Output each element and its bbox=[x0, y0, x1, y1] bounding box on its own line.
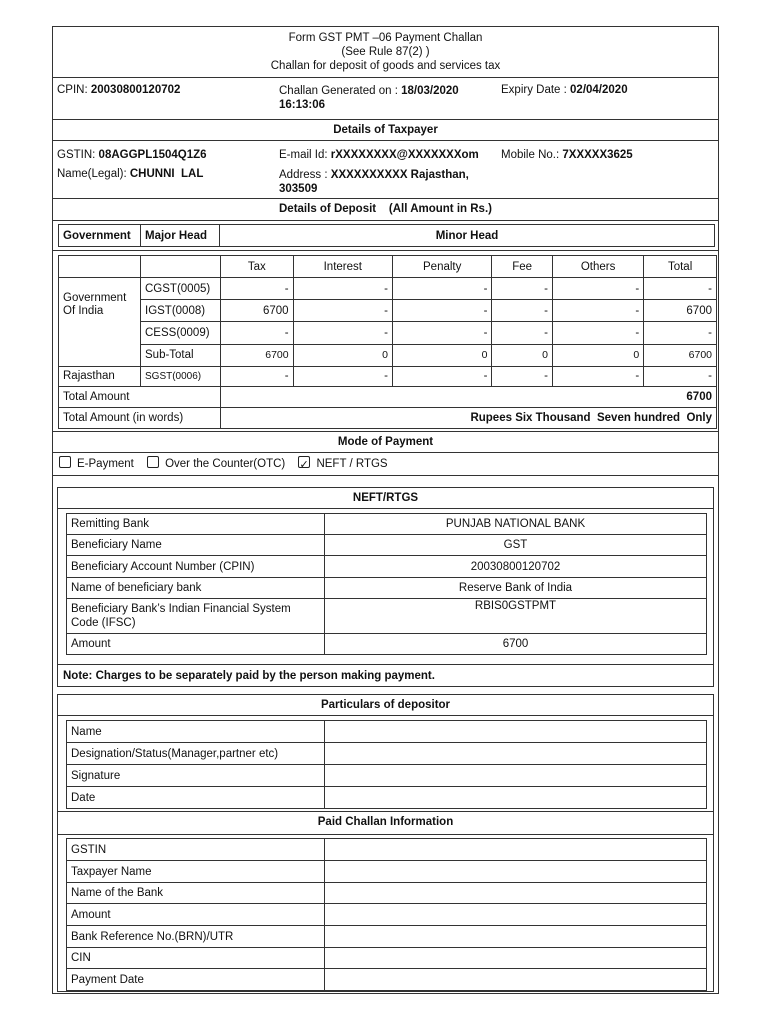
payment-mode-options bbox=[53, 453, 718, 476]
subtotal-row: Sub-Total 6700 0 0 0 0 6700 bbox=[59, 344, 717, 366]
col-minor-head: Minor Head bbox=[220, 225, 715, 247]
form-header bbox=[53, 27, 718, 78]
col-total: Total bbox=[644, 256, 717, 278]
depositor-date-field[interactable] bbox=[325, 787, 707, 809]
paid-info-table bbox=[66, 838, 707, 991]
form-subtitle: Challan for deposit of goods and services tax bbox=[270, 60, 501, 72]
taxpayer-section-title: Details of Taxpayer bbox=[53, 120, 718, 141]
col-penalty: Penalty bbox=[393, 256, 492, 278]
table-row: Bank Reference No.(BRN)/UTR bbox=[67, 926, 707, 948]
deposit-header-row bbox=[59, 256, 717, 278]
neft-table bbox=[66, 513, 707, 655]
deposit-table bbox=[58, 255, 717, 429]
table-row: Beneficiary Bank’s Indian Financial System Code (IFSC) RBIS0GSTPMT bbox=[67, 599, 707, 634]
total-amount-label: Total Amount bbox=[59, 386, 221, 407]
taxpayer-details bbox=[53, 141, 718, 199]
expiry-value: 02/04/2020 bbox=[570, 84, 628, 96]
row-head: Sub-Total bbox=[141, 344, 221, 366]
legal-name: Name(Legal): CHUNNI LAL bbox=[57, 168, 204, 180]
neft-note: Note: Charges to be separately paid by the person making payment. bbox=[58, 664, 713, 688]
option-neft-rtgs[interactable]: ✓ NEFT / RTGS bbox=[298, 458, 387, 470]
state-row: Rajasthan SGST(0006) - - - - - - bbox=[59, 366, 717, 386]
row-head: CGST(0005) bbox=[141, 278, 221, 300]
neft-section-title: NEFT/RTGS bbox=[58, 488, 713, 509]
gstin-value: 08AGGPL1504Q1Z6 bbox=[98, 149, 207, 161]
generated-date: 18/03/2020 bbox=[401, 85, 459, 97]
cpin-value: 20030800120702 bbox=[90, 84, 181, 96]
depositor-section-title: Particulars of depositor bbox=[58, 695, 713, 716]
email: E-mail Id: rXXXXXXXX@XXXXXXXom bbox=[279, 149, 479, 161]
government-of-india: Government Of India bbox=[59, 278, 141, 367]
table-row: Payment Date bbox=[67, 969, 707, 991]
checked-checkbox-icon[interactable] bbox=[298, 456, 310, 468]
heads-table bbox=[58, 224, 715, 247]
deposit-section-title: Details of Deposit (All Amount in Rs.) bbox=[53, 199, 718, 221]
cpin-row bbox=[53, 78, 718, 120]
option-e-payment[interactable]: E-Payment bbox=[59, 458, 134, 470]
table-row: Name of beneficiary bank Reserve Bank of India bbox=[67, 578, 707, 599]
table-row: Beneficiary Account Number (CPIN) 20030800120702 bbox=[67, 556, 707, 578]
email-value: rXXXXXXXX@XXXXXXXom bbox=[330, 149, 479, 161]
challan-form bbox=[52, 26, 719, 994]
form-rule: (See Rule 87(2) ) bbox=[341, 46, 430, 58]
depositor-name-field[interactable] bbox=[325, 721, 707, 743]
cpin: CPIN: 20030800120702 bbox=[57, 84, 181, 96]
col-others: Others bbox=[552, 256, 643, 278]
gstin: GSTIN: 08AGGPL1504Q1Z6 bbox=[57, 149, 207, 161]
address-line2: 303509 bbox=[279, 183, 318, 195]
depositor-signature-field[interactable] bbox=[325, 765, 707, 787]
option-otc[interactable]: Over the Counter(OTC) bbox=[147, 458, 285, 470]
total-amount-value: 6700 bbox=[221, 386, 717, 407]
generated-time: 16:13:06 bbox=[279, 99, 326, 111]
col-government: Government bbox=[59, 225, 141, 247]
neft-box bbox=[57, 487, 714, 687]
mobile: Mobile No.: 7XXXXX3625 bbox=[501, 149, 633, 161]
depositor-designation-field[interactable] bbox=[325, 743, 707, 765]
form-title: Form GST PMT –06 Payment Challan bbox=[288, 32, 483, 44]
table-row: Designation/Status(Manager,partner etc) bbox=[67, 743, 707, 765]
col-interest: Interest bbox=[293, 256, 392, 278]
payment-mode-title: Mode of Payment bbox=[53, 432, 718, 453]
table-row: Date bbox=[67, 787, 707, 809]
total-words-label: Total Amount (in words) bbox=[59, 407, 221, 428]
paid-info-section-title: Paid Challan Information bbox=[58, 811, 713, 835]
total-amount-row bbox=[59, 386, 717, 407]
checkbox-icon[interactable] bbox=[147, 456, 159, 468]
col-fee: Fee bbox=[492, 256, 553, 278]
address: Address : XXXXXXXXXX Rajasthan, 303509 bbox=[279, 169, 469, 195]
total-words-value: Rupees Six Thousand Seven hundred Only bbox=[221, 407, 717, 428]
heads-row bbox=[53, 221, 718, 251]
row-head: SGST(0006) bbox=[141, 366, 221, 386]
depositor-box bbox=[57, 694, 714, 992]
expiry-date: Expiry Date : 02/04/2020 bbox=[501, 84, 628, 96]
table-row: CIN bbox=[67, 948, 707, 969]
row-head: CESS(0009) bbox=[141, 322, 221, 344]
state-name: Rajasthan bbox=[59, 366, 141, 386]
row-head: IGST(0008) bbox=[141, 300, 221, 322]
total-words-row bbox=[59, 407, 717, 428]
table-row: Amount bbox=[67, 904, 707, 926]
table-row: CESS(0009) - - - - - - bbox=[59, 322, 717, 344]
table-row: Amount 6700 bbox=[67, 634, 707, 655]
deposit-table-area bbox=[53, 251, 718, 432]
table-row: IGST(0008) 6700 - - - - 6700 bbox=[59, 300, 717, 322]
table-row: Remitting Bank PUNJAB NATIONAL BANK bbox=[67, 514, 707, 535]
address-line1: XXXXXXXXXX Rajasthan, bbox=[330, 169, 469, 181]
depositor-table bbox=[66, 720, 707, 809]
checkbox-icon[interactable] bbox=[59, 456, 71, 468]
mobile-value: 7XXXXX3625 bbox=[562, 149, 633, 161]
col-tax: Tax bbox=[221, 256, 294, 278]
table-row: Taxpayer Name bbox=[67, 861, 707, 883]
table-row: Name bbox=[67, 721, 707, 743]
legal-name-value: CHUNNI LAL bbox=[129, 168, 204, 180]
table-row: GSTIN bbox=[67, 839, 707, 861]
col-major-head: Major Head bbox=[141, 225, 220, 247]
table-row: Signature bbox=[67, 765, 707, 787]
table-row: Beneficiary Name GST bbox=[67, 535, 707, 556]
table-row: Government Of India CGST(0005) - - - - - - bbox=[59, 278, 717, 300]
table-row: Name of the Bank bbox=[67, 883, 707, 904]
challan-generated: Challan Generated on : 18/03/2020 16:13:06 bbox=[279, 85, 459, 111]
